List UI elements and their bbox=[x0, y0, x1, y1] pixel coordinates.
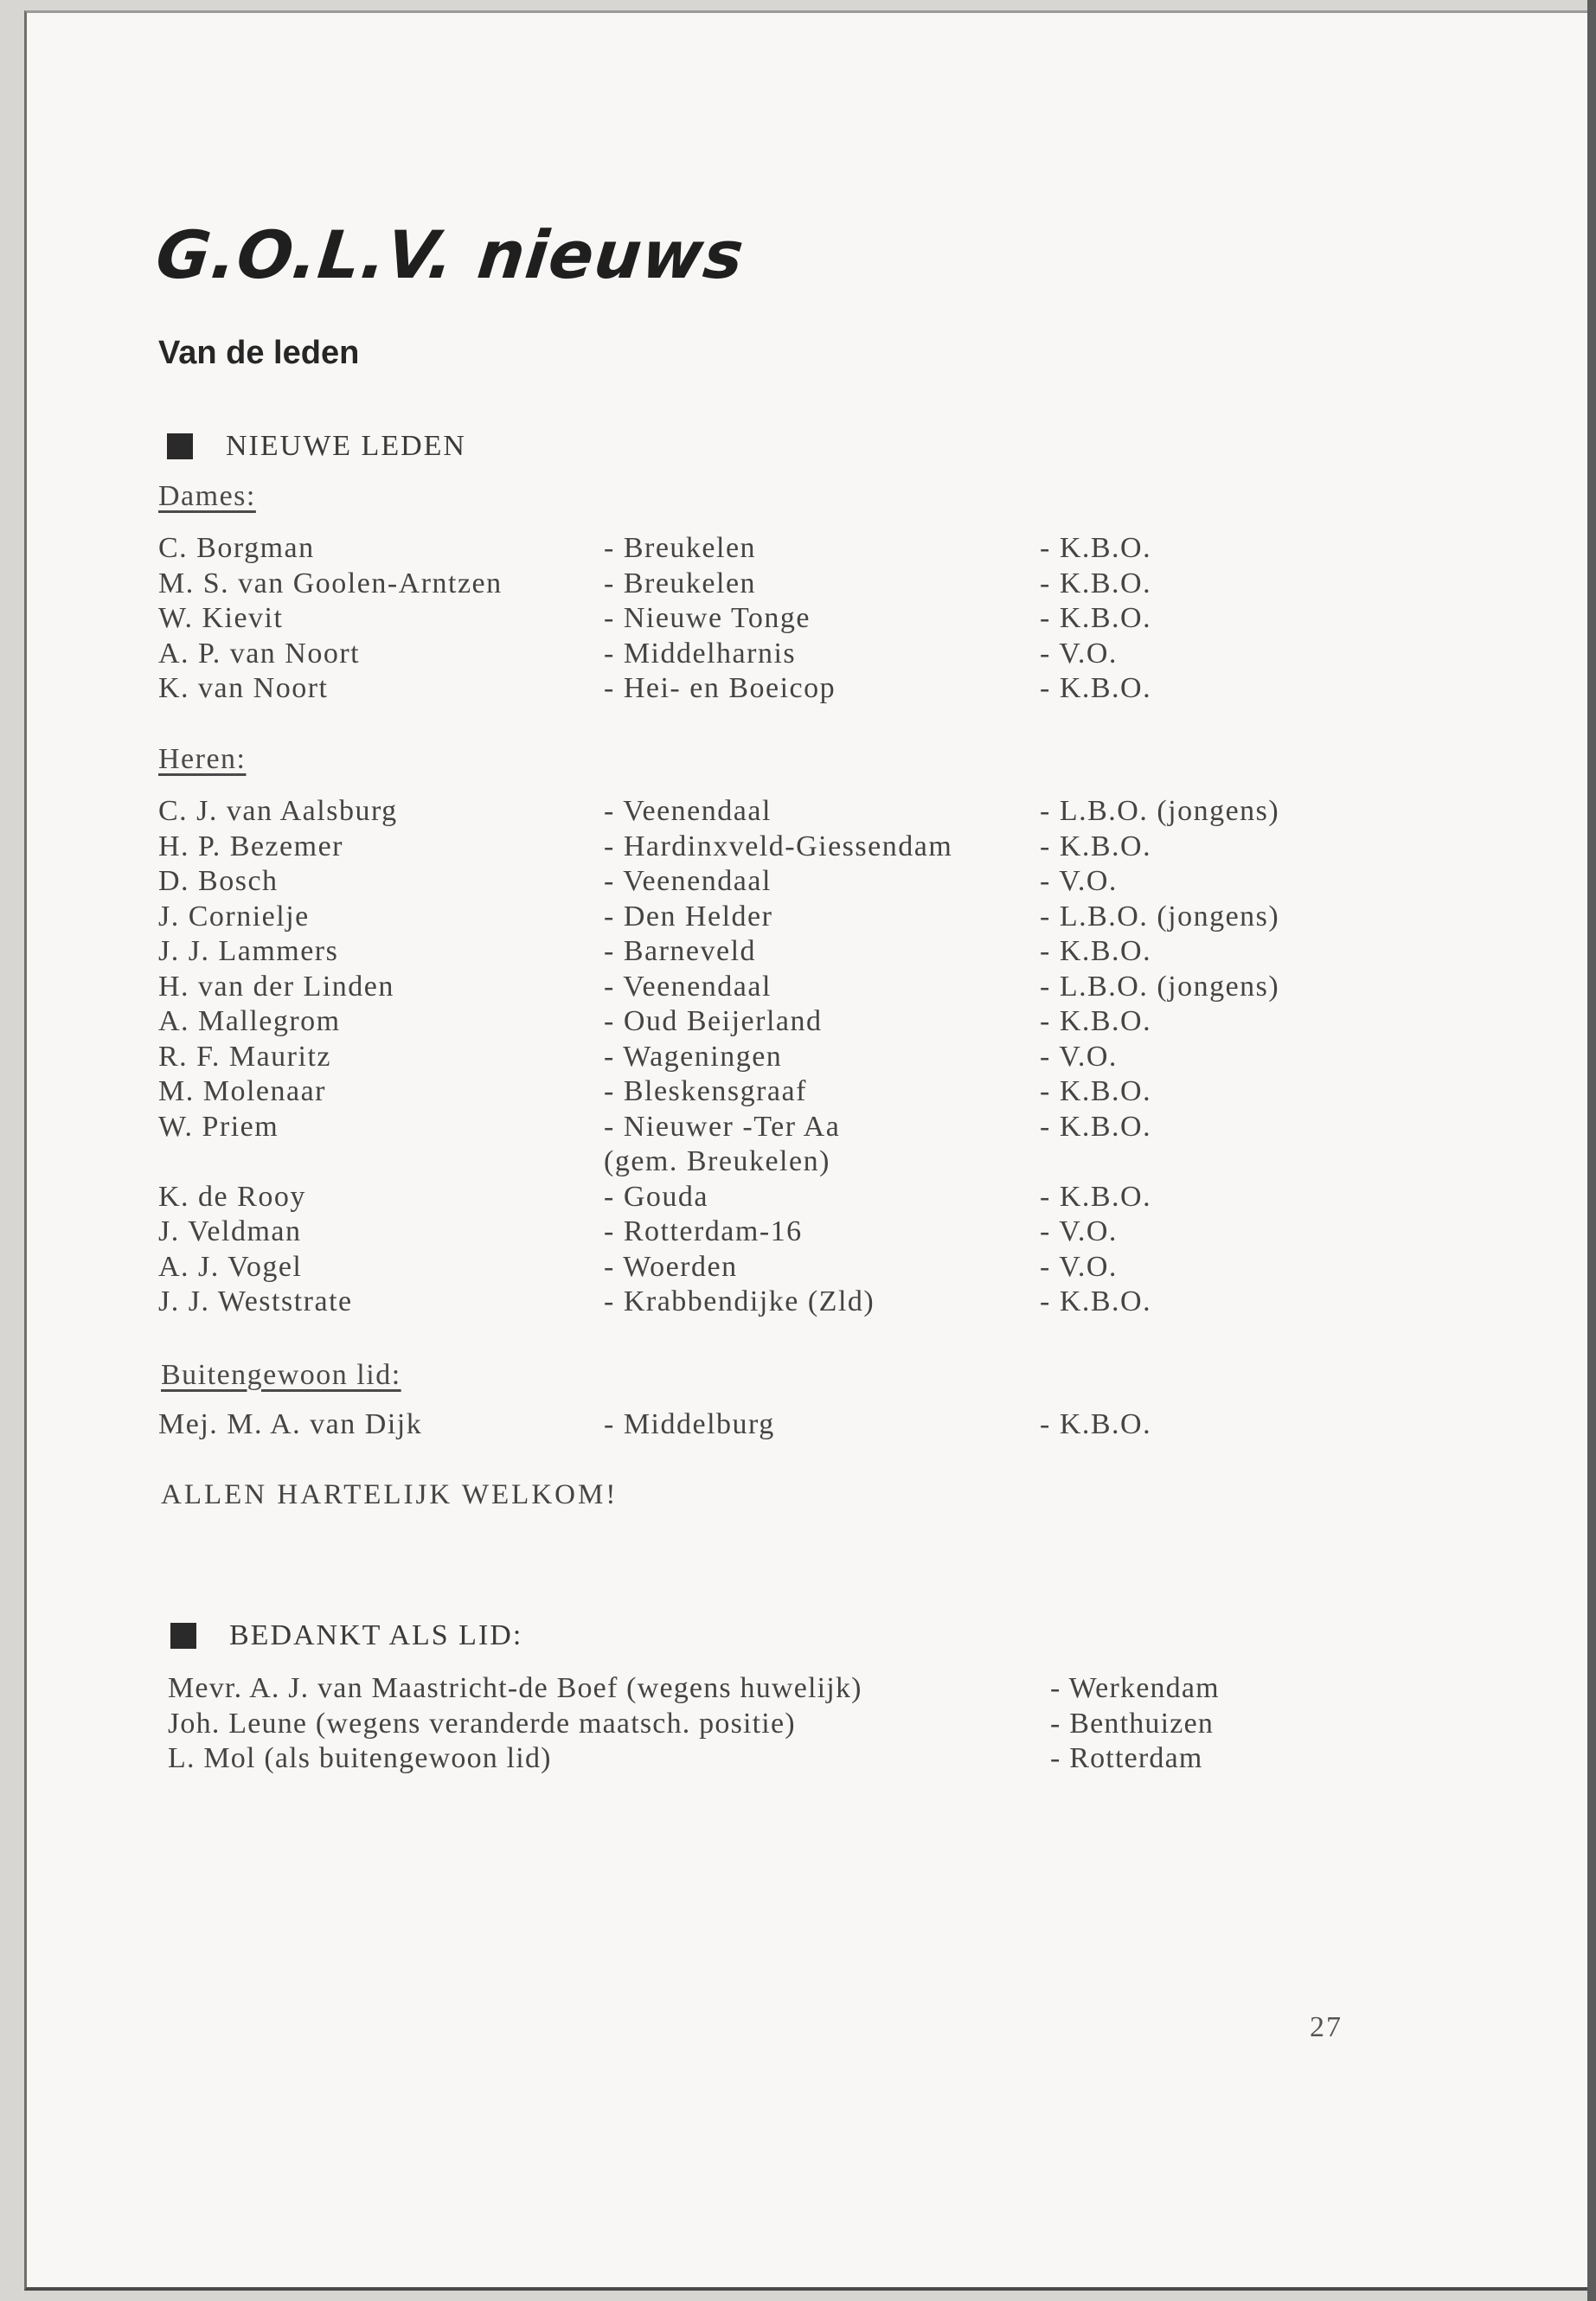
page-title: G.O.L.V. nieuws bbox=[152, 216, 748, 293]
document-page bbox=[24, 10, 1594, 2291]
member-school-type: - K.B.O. bbox=[1040, 1180, 1152, 1213]
section-heading-nieuwe-leden bbox=[167, 430, 466, 463]
section-heading-bedankt bbox=[170, 1619, 522, 1652]
member-school-type: - L.B.O. (jongens) bbox=[1040, 970, 1280, 1003]
member-school-type: - K.B.O. bbox=[1040, 1408, 1152, 1440]
member-name: K. de Rooy bbox=[158, 1180, 306, 1213]
resigned-member: L. Mol (als buitengewoon lid) bbox=[168, 1742, 552, 1774]
scan-edge bbox=[1587, 0, 1596, 2301]
member-place: - Rotterdam-16 bbox=[604, 1215, 803, 1247]
member-place: - Bleskensgraaf bbox=[604, 1075, 807, 1107]
member-school-type: - V.O. bbox=[1040, 1040, 1118, 1073]
member-school-type: - K.B.O. bbox=[1040, 567, 1152, 599]
member-place: - Nieuwe Tonge bbox=[604, 602, 811, 634]
member-name: J. Cornielje bbox=[158, 900, 310, 933]
group-label-dames: Dames: bbox=[158, 480, 256, 512]
member-name: H. P. Bezemer bbox=[158, 830, 344, 862]
member-name: Mej. M. A. van Dijk bbox=[158, 1408, 423, 1440]
resigned-place: - Rotterdam bbox=[1050, 1742, 1203, 1774]
group-label-heren: Heren: bbox=[158, 743, 247, 775]
member-school-type: - K.B.O. bbox=[1040, 1285, 1152, 1317]
square-bullet-icon bbox=[170, 1623, 196, 1649]
member-place: - Veenendaal bbox=[604, 795, 772, 827]
member-place: - Barneveld bbox=[604, 935, 757, 967]
member-place: - Veenendaal bbox=[604, 865, 772, 897]
member-name: H. van der Linden bbox=[158, 970, 394, 1003]
member-place: - Breukelen bbox=[604, 567, 757, 599]
square-bullet-icon bbox=[167, 433, 193, 459]
member-name: R. F. Mauritz bbox=[158, 1040, 331, 1073]
member-place: - Veenendaal bbox=[604, 970, 772, 1003]
member-school-type: - K.B.O. bbox=[1040, 1110, 1152, 1143]
member-school-type: - K.B.O. bbox=[1040, 1005, 1152, 1037]
member-school-type: - V.O. bbox=[1040, 637, 1118, 670]
member-school-type: - V.O. bbox=[1040, 1250, 1118, 1283]
member-name: J. Veldman bbox=[158, 1215, 302, 1247]
member-place: - Den Helder bbox=[604, 900, 773, 933]
member-school-type: - K.B.O. bbox=[1040, 830, 1152, 862]
member-name: J. J. Weststrate bbox=[158, 1285, 353, 1317]
member-place: - Oud Beijerland bbox=[604, 1005, 823, 1037]
page-subtitle: Van de leden bbox=[158, 335, 360, 371]
resigned-member: Joh. Leune (wegens veranderde maatsch. positie) bbox=[168, 1707, 796, 1740]
member-name: C. J. van Aalsburg bbox=[158, 795, 398, 827]
member-name: A. Mallegrom bbox=[158, 1005, 341, 1037]
member-school-type: - V.O. bbox=[1040, 865, 1118, 897]
member-name: M. S. van Goolen-Arntzen bbox=[158, 567, 503, 599]
member-place: - Breukelen bbox=[604, 532, 757, 564]
member-place: - Hei- en Boeicop bbox=[604, 672, 836, 704]
member-name: W. Priem bbox=[158, 1110, 279, 1143]
member-school-type: - K.B.O. bbox=[1040, 935, 1152, 967]
member-school-type: - L.B.O. (jongens) bbox=[1040, 900, 1280, 933]
member-name: A. J. Vogel bbox=[158, 1250, 303, 1283]
section-heading-text: BEDANKT ALS LID: bbox=[229, 1619, 523, 1651]
page-number: 27 bbox=[1310, 2011, 1343, 2043]
member-name: M. Molenaar bbox=[158, 1075, 327, 1107]
member-name: K. van Noort bbox=[158, 672, 329, 704]
section-heading-text: NIEUWE LEDEN bbox=[226, 430, 466, 462]
member-school-type: - K.B.O. bbox=[1040, 602, 1152, 634]
member-school-type: - K.B.O. bbox=[1040, 1075, 1152, 1107]
group-label-buitengewoon: Buitengewoon lid: bbox=[161, 1359, 401, 1391]
member-place: - Wageningen bbox=[604, 1040, 783, 1073]
welcome-text: ALLEN HARTELIJK WELKOM! bbox=[161, 1479, 619, 1510]
member-place: - Krabbendijke (Zld) bbox=[604, 1285, 875, 1317]
member-place: - Middelharnis bbox=[604, 637, 797, 670]
member-name: J. J. Lammers bbox=[158, 935, 339, 967]
member-place: - Woerden bbox=[604, 1250, 738, 1283]
member-school-type: - L.B.O. (jongens) bbox=[1040, 795, 1280, 827]
member-place: - Middelburg bbox=[604, 1408, 775, 1440]
member-name: W. Kievit bbox=[158, 602, 284, 634]
member-place: (gem. Breukelen) bbox=[604, 1145, 830, 1177]
member-school-type: - K.B.O. bbox=[1040, 532, 1152, 564]
member-name: C. Borgman bbox=[158, 532, 315, 564]
member-school-type: - K.B.O. bbox=[1040, 672, 1152, 704]
member-place: - Gouda bbox=[604, 1180, 708, 1213]
member-name: A. P. van Noort bbox=[158, 637, 361, 670]
member-place: - Hardinxveld-Giessendam bbox=[604, 830, 953, 862]
member-place: - Nieuwer -Ter Aa bbox=[604, 1110, 841, 1143]
member-school-type: - V.O. bbox=[1040, 1215, 1118, 1247]
resigned-member: Mevr. A. J. van Maastricht-de Boef (wegens huwelijk) bbox=[168, 1672, 862, 1704]
member-name: D. Bosch bbox=[158, 865, 279, 897]
resigned-place: - Werkendam bbox=[1050, 1672, 1220, 1704]
resigned-place: - Benthuizen bbox=[1050, 1707, 1215, 1740]
